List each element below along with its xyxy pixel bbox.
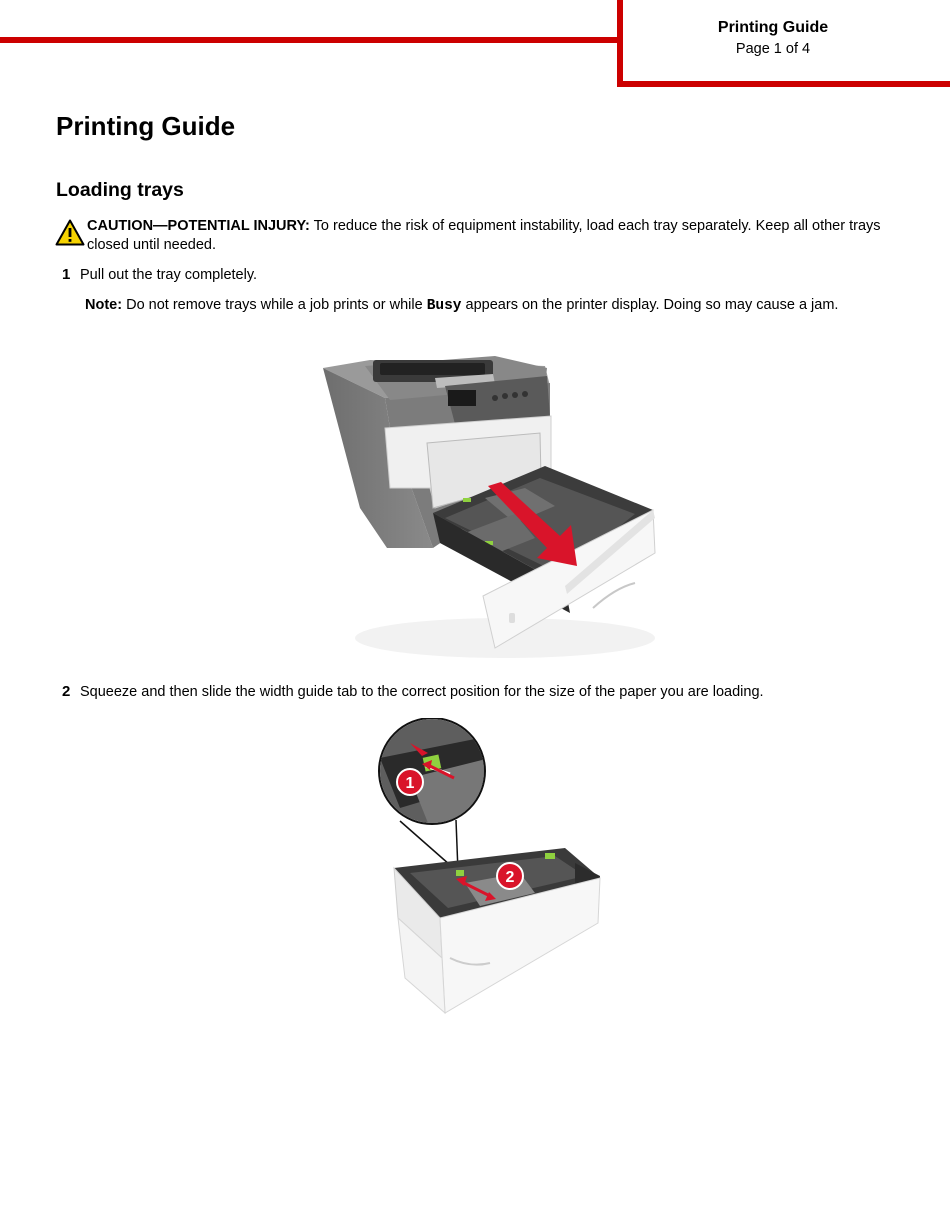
note-text: Do not remove trays while a job prints or while (122, 297, 427, 313)
callout-number: 2 (505, 869, 515, 886)
step-text: Pull out the tray completely. (80, 267, 258, 283)
caution-paragraph (87, 217, 917, 255)
header-title: Printing Guide (717, 19, 829, 36)
callout-number: 1 (405, 775, 415, 792)
header-red-rule (0, 37, 620, 43)
caution-label: CAUTION—POTENTIAL INJURY: (87, 218, 310, 234)
step-number: 2 (62, 683, 71, 700)
page-title: Printing Guide (56, 111, 236, 141)
note-text-end: appears on the printer display. Doing so may cause a jam. (461, 297, 839, 313)
step-number: 1 (62, 266, 71, 283)
width-guide-illustration (370, 718, 605, 1018)
display-message-code: Busy (426, 298, 462, 314)
step-text: Squeeze and then slide the width guide tab to the correct position for the size of the paper you are loading. (80, 684, 764, 700)
caution-text: To reduce the risk of equipment instability, load each tray separately. Keep all other trays closed until needed. (87, 218, 881, 253)
printer-tray-illustration (315, 338, 660, 668)
header-page-number: Page 1 of 4 (735, 41, 811, 57)
note-label: Note: (85, 297, 123, 313)
note-paragraph (85, 297, 838, 314)
section-heading: Loading trays (56, 179, 184, 201)
warning-icon (55, 219, 85, 246)
